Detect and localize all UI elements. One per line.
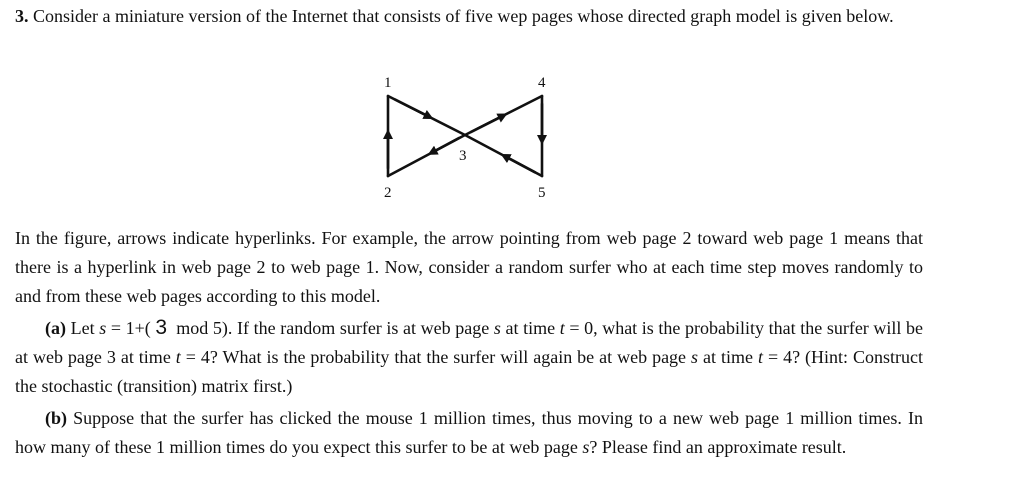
part-a bbox=[15, 313, 923, 401]
part-a-text-7: at time bbox=[698, 347, 758, 367]
var-s: s bbox=[99, 318, 107, 338]
part-b-text-2: ? Please find an approximate result. bbox=[589, 437, 847, 457]
problem-number: 3. bbox=[15, 6, 29, 26]
part-a-text-5: = 0, what is the probability that the surfer will be at web page 3 at time bbox=[15, 318, 924, 367]
problem-intro bbox=[15, 2, 923, 31]
part-a-text-3: mod 5). If the random surfer is at web page bbox=[167, 318, 494, 338]
part-b-text-1: Suppose that the surfer has clicked the mouse 1 million times, thus moving to a new web page 1 million times. In how many of these 1 million times do you expect this surfer to be at web page bbox=[15, 408, 924, 457]
part-a-text-2: = 1+( bbox=[106, 318, 156, 338]
var-s: s bbox=[691, 347, 699, 367]
edge-3-2-arrow bbox=[432, 138, 459, 153]
node-label-5: 5 bbox=[538, 185, 546, 201]
problem-intro-text: Consider a miniature version of the Internet that consists of five wep pages whose directed graph model is given below. bbox=[33, 6, 894, 26]
var-t: t bbox=[559, 318, 565, 338]
var-t: t bbox=[757, 347, 763, 367]
edge-1-3-arrow bbox=[395, 100, 429, 117]
edge-3-4-arrow bbox=[471, 116, 503, 132]
digit-3: 3 bbox=[155, 316, 168, 339]
node-label-3: 3 bbox=[459, 148, 467, 164]
node-label-4: 4 bbox=[538, 75, 546, 91]
node-label-2: 2 bbox=[384, 185, 392, 201]
part-a-text-6: = 4? What is the probability that the surfer will again be at web page bbox=[180, 347, 692, 367]
part-a-text-1: Let bbox=[70, 318, 100, 338]
var-s: s bbox=[582, 437, 590, 457]
part-a-text-8: = 4? (Hint: Construct the stochastic (transition) matrix first.) bbox=[15, 347, 923, 396]
part-a-text-4: at time bbox=[500, 318, 560, 338]
directed-graph-figure bbox=[355, 68, 585, 208]
edge-5-3-arrow bbox=[505, 156, 535, 172]
var-s: s bbox=[493, 318, 501, 338]
var-t: t bbox=[175, 347, 181, 367]
node-label-1: 1 bbox=[384, 75, 392, 91]
part-b bbox=[15, 404, 923, 462]
part-a-label: (a) bbox=[45, 318, 66, 338]
figure-explanation: In the figure, arrows indicate hyperlinks. For example, the arrow pointing from web page 2 toward web page 1 means that there is a hyperlink in web page 2 to web page 1. Now, consider a random surfer who at each time step moves randomly to and from these web pages according to this model. bbox=[15, 228, 923, 306]
part-b-label: (b) bbox=[45, 408, 67, 428]
